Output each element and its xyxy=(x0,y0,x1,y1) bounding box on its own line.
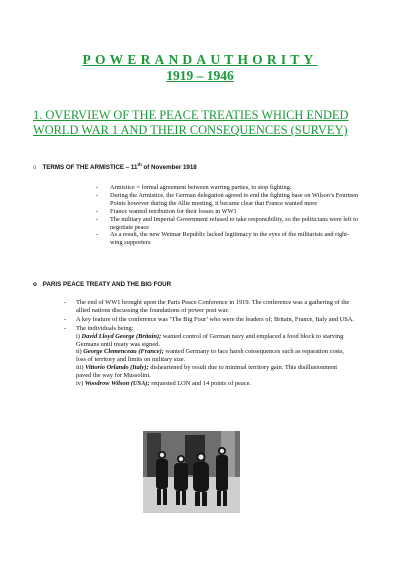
list-item: - A key feature of the conference was ‘The Big Four’ who were the leaders of; Britain, France, Italy and USA. xyxy=(64,315,355,323)
list-item: - Armistice = formal agreement between warring parties, to stop fighting. xyxy=(96,184,292,191)
bullet-icon: o xyxy=(33,164,37,172)
individual-item: iv) Woodrow Wilson (USA); requested LON and 14 points of peace. xyxy=(76,380,252,388)
big-four-photo xyxy=(143,431,240,513)
list-item: - During the Armistice, the German delegation agreed to end the fighting base on Wilson’s Fourteen Points however during the Allie meeting, it became clear that France wanted more xyxy=(96,191,359,207)
armistice-heading-sup: th xyxy=(137,162,142,167)
paris-heading: PARIS PEACE TREATY AND THE BIG FOUR xyxy=(42,281,172,288)
list-item: - The end of WW1 brought upon the Paris Peace Conference in 1919. The conference was a gathering of the allied nations discussing the foundations of power post war. xyxy=(64,299,350,314)
bullet-icon: o xyxy=(33,281,37,288)
individual-item: ii) George Clemenceau (France); wanted Germany to face harsh consequences such as reparation costs, loss of territory and limits on military size. xyxy=(76,348,344,364)
armistice-subheading xyxy=(33,162,197,171)
paris-subheading xyxy=(33,281,171,288)
section-heading: 1. OVERVIEW OF THE PEACE TREATIES WHICH ENDED WORLD WAR 1 AND THEIR CONSEQUENCES (SURVEY) xyxy=(33,108,349,137)
document-title: POWERANDAUTHORITY xyxy=(82,52,318,67)
list-item: - The military and Imperial Government refused to take responsibility, so the politicians were left to negotiate peace xyxy=(96,215,359,231)
photo-image xyxy=(143,431,240,513)
individual-item: iii) Vittorio Orlando (Italy); disheartened by result due to minimal territory gain. This disillusionment paved the way for Mussolini. xyxy=(76,364,338,380)
list-item: - The individuals being: i) David Lloyd George (Britain); wanted control of German navy and emplaced a food block to starving Germans until treaty was signed. ii) George Clemenceau (France); wanted Germany to face harsh consequences such as reparation costs, loss of territory and limits on military size. iii) Vittorio Orlando (Italy); disheartened by result due to minimal territory gain. This disillusionment paved the way for Mussolini. iv) Woodrow Wilson (USA); requested LON and 14 points of peace. xyxy=(64,325,354,388)
list-item: - France wanted retribution for their losses in WW1 xyxy=(96,207,237,215)
list-item: - As a result, the new Weimar Republic lacked legitimacy in the eyes of the militarists and right-wing supporters xyxy=(96,231,350,247)
armistice-heading-suffix: of November 1918 xyxy=(141,164,197,172)
individual-item: i) David Lloyd George (Britain); wanted control of German navy and emplaced a food block to starving Germans until treaty was signed. xyxy=(76,332,344,348)
armistice-heading-prefix: TERMS OF THE ARMISTICE – 11 xyxy=(42,164,138,172)
paris-list xyxy=(64,299,354,389)
document-title-years: 1919 – 1946 xyxy=(166,68,234,83)
armistice-list xyxy=(96,184,361,247)
